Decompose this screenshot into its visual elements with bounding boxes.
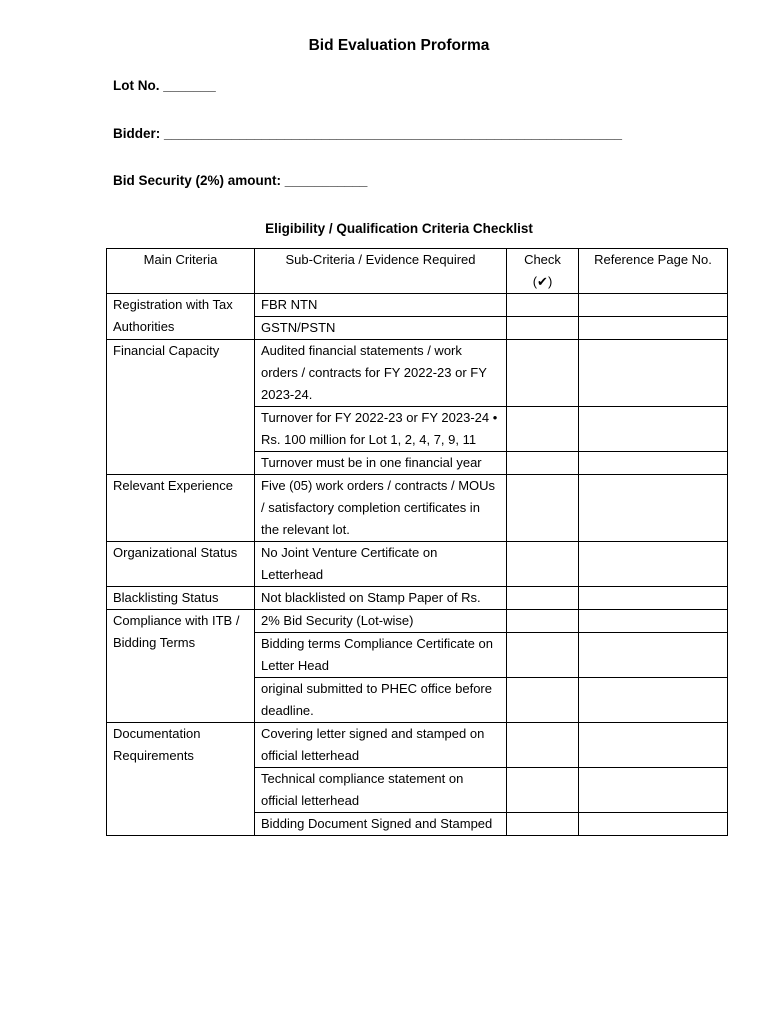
sub-criteria-cell: Turnover must be in one financial year xyxy=(255,452,507,475)
criteria-checklist-table xyxy=(106,248,728,836)
table-row xyxy=(107,340,728,407)
header-sub-criteria: Sub-Criteria / Evidence Required xyxy=(255,249,507,294)
sub-criteria-cell: Covering letter signed and stamped on official letterhead xyxy=(255,723,507,768)
sub-criteria-cell: Bidding terms Compliance Certificate on Letter Head xyxy=(255,633,507,678)
table-row xyxy=(107,723,728,768)
check-cell[interactable] xyxy=(507,317,579,340)
reference-cell[interactable] xyxy=(579,633,728,678)
table-row xyxy=(107,587,728,610)
sub-criteria-cell: Technical compliance statement on official letterhead xyxy=(255,768,507,813)
sub-criteria-cell: 2% Bid Security (Lot-wise) xyxy=(255,610,507,633)
check-cell[interactable] xyxy=(507,633,579,678)
table-header-row xyxy=(107,249,728,294)
reference-cell[interactable] xyxy=(579,813,728,836)
sub-criteria-cell: original submitted to PHEC office before deadline. xyxy=(255,678,507,723)
reference-cell[interactable] xyxy=(579,407,728,452)
check-cell[interactable] xyxy=(507,768,579,813)
header-main-criteria: Main Criteria xyxy=(107,249,255,294)
sub-criteria-cell: FBR NTN xyxy=(255,294,507,317)
sub-criteria-cell: Five (05) work orders / contracts / MOUs / satisfactory completion certificates in the relevant lot. xyxy=(255,475,507,542)
header-check-label: Check xyxy=(524,252,561,267)
reference-cell[interactable] xyxy=(579,768,728,813)
reference-cell[interactable] xyxy=(579,610,728,633)
check-cell[interactable] xyxy=(507,452,579,475)
table-row xyxy=(107,475,728,542)
page-title: Bid Evaluation Proforma xyxy=(308,37,490,54)
sub-criteria-cell: Turnover for FY 2022-23 or FY 2023-24 • Rs. 100 million for Lot 1, 2, 4, 7, 9, 11 xyxy=(255,407,507,452)
criteria-cell: Registration with Tax Authorities xyxy=(107,294,255,340)
criteria-cell: Organizational Status xyxy=(107,542,255,587)
reference-cell[interactable] xyxy=(579,317,728,340)
lot-number-field: Lot No. _______ xyxy=(113,78,216,93)
check-cell[interactable] xyxy=(507,294,579,317)
checklist-title: Eligibility / Qualification Criteria Checklist xyxy=(265,221,533,236)
criteria-cell: Blacklisting Status xyxy=(107,587,255,610)
table-row xyxy=(107,294,728,317)
sub-criteria-cell: Audited financial statements / work orders / contracts for FY 2022-23 or FY 2023-24. xyxy=(255,340,507,407)
bidder-field: Bidder: _____________________________________________________________ xyxy=(113,126,622,141)
criteria-cell: Relevant Experience xyxy=(107,475,255,542)
check-cell[interactable] xyxy=(507,340,579,407)
reference-cell[interactable] xyxy=(579,340,728,407)
reference-cell[interactable] xyxy=(579,587,728,610)
sub-criteria-cell: Not blacklisted on Stamp Paper of Rs. xyxy=(255,587,507,610)
header-reference-page: Reference Page No. xyxy=(579,249,728,294)
check-cell[interactable] xyxy=(507,475,579,542)
criteria-cell: Financial Capacity xyxy=(107,340,255,475)
check-cell[interactable] xyxy=(507,542,579,587)
header-check xyxy=(507,249,579,294)
reference-cell[interactable] xyxy=(579,452,728,475)
check-cell[interactable] xyxy=(507,407,579,452)
reference-cell[interactable] xyxy=(579,542,728,587)
reference-cell[interactable] xyxy=(579,723,728,768)
table-row xyxy=(107,610,728,633)
check-cell[interactable] xyxy=(507,813,579,836)
check-cell[interactable] xyxy=(507,723,579,768)
check-cell[interactable] xyxy=(507,587,579,610)
check-cell[interactable] xyxy=(507,678,579,723)
bid-security-field: Bid Security (2%) amount: ___________ xyxy=(113,173,368,188)
check-cell[interactable] xyxy=(507,610,579,633)
reference-cell[interactable] xyxy=(579,294,728,317)
table-row xyxy=(107,542,728,587)
sub-criteria-cell: GSTN/PSTN xyxy=(255,317,507,340)
checkmark-icon: (✔) xyxy=(532,274,553,289)
reference-cell[interactable] xyxy=(579,678,728,723)
criteria-cell: Compliance with ITB / Bidding Terms xyxy=(107,610,255,723)
sub-criteria-cell: No Joint Venture Certificate on Letterhead xyxy=(255,542,507,587)
reference-cell[interactable] xyxy=(579,475,728,542)
criteria-cell: Documentation Requirements xyxy=(107,723,255,836)
sub-criteria-cell: Bidding Document Signed and Stamped xyxy=(255,813,507,836)
